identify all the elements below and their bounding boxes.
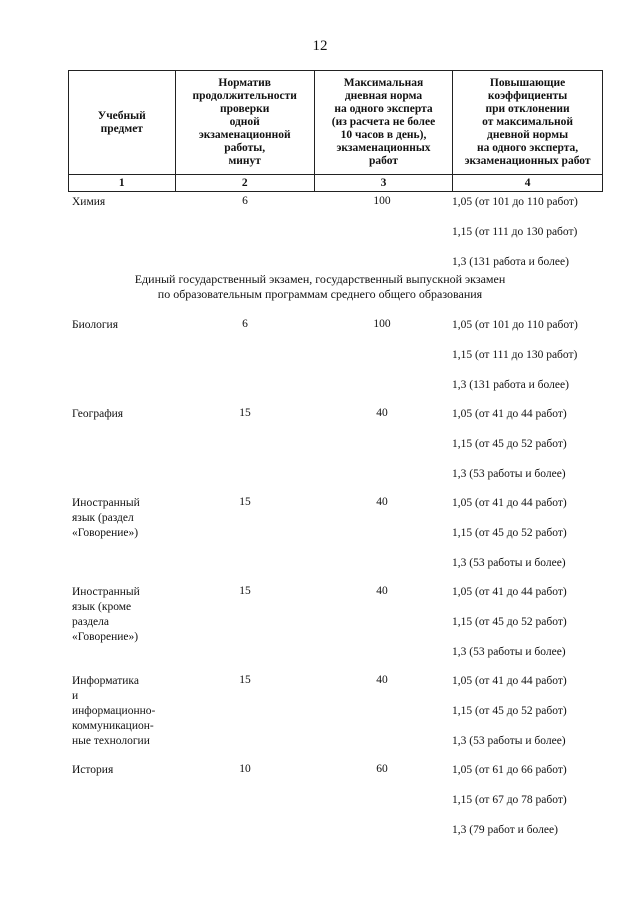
column-number: 3 (314, 175, 452, 192)
section-title (0, 272, 640, 302)
subject-name: Биология (72, 319, 119, 331)
coefficient: 1,3 (53 работы и более) (452, 557, 566, 569)
check-duration: 6 (242, 195, 248, 207)
coefficient: 1,05 (от 41 до 44 работ) (452, 586, 567, 598)
coefficients (452, 763, 612, 853)
coefficient: 1,3 (53 работы и более) (452, 735, 566, 747)
section-title-text: Единый государственный экзамен, государственный выпускной экзамен по образовательным программам среднего общего образования (134, 272, 506, 301)
max-daily-norm: 100 (373, 318, 391, 330)
coefficient: 1,15 (от 45 до 52 работ) (452, 705, 567, 717)
coefficient: 1,05 (от 41 до 44 работ) (452, 408, 567, 420)
header-subject-text: Учебный предмет (97, 109, 146, 135)
column-number: 2 (175, 175, 314, 192)
coefficient: 1,15 (от 67 до 78 работ) (452, 794, 567, 806)
coefficients (452, 585, 612, 675)
coefficient: 1,15 (от 45 до 52 работ) (452, 616, 567, 628)
coefficient: 1,15 (от 111 до 130 работ) (452, 226, 578, 238)
max-daily-norm: 40 (376, 407, 388, 419)
max-daily-norm: 40 (376, 585, 388, 597)
coefficients (452, 318, 612, 408)
coefficient: 1,05 (от 101 до 110 работ) (452, 319, 578, 331)
subject-name: История (72, 764, 114, 776)
header-subject (69, 71, 176, 175)
coefficient: 1,3 (131 работа и более) (452, 379, 569, 391)
coefficient: 1,15 (от 45 до 52 работ) (452, 527, 567, 539)
coefficient: 1,05 (от 101 до 110 работ) (452, 196, 578, 208)
max-daily-norm: 60 (376, 763, 388, 775)
header-check-duration-text: Норматив продолжительности проверки одной экзаменационной работы, минут (192, 77, 297, 167)
header-coefficients-text: Повышающие коэффициенты при отклонении от максимальной дневной нормы на одного эксперта, экзаменационных работ (464, 77, 591, 167)
max-daily-norm: 40 (376, 496, 388, 508)
coefficient: 1,05 (от 41 до 44 работ) (452, 675, 567, 687)
coefficient: 1,3 (53 работы и более) (452, 468, 566, 480)
coefficient: 1,05 (от 41 до 44 работ) (452, 497, 567, 509)
coefficient: 1,3 (79 работ и более) (452, 824, 558, 836)
check-duration: 6 (242, 318, 248, 330)
column-number: 4 (453, 175, 603, 192)
check-duration: 15 (239, 674, 251, 686)
check-duration: 15 (239, 496, 251, 508)
subject-name: Химия (72, 196, 106, 208)
coefficient: 1,3 (131 работа и более) (452, 256, 569, 268)
max-daily-norm: 40 (376, 674, 388, 686)
table-header (68, 70, 603, 192)
subject-name: Иностранный язык (раздел «Говорение») (72, 497, 140, 539)
max-daily-norm: 100 (373, 195, 391, 207)
coefficients (452, 407, 612, 497)
header-max-daily-norm (314, 71, 452, 175)
coefficients (452, 496, 612, 586)
subject-name: Иностранный язык (кроме раздела «Говорение») (72, 586, 140, 643)
coefficient: 1,05 (от 61 до 66 работ) (452, 764, 567, 776)
check-duration: 15 (239, 407, 251, 419)
coefficients (452, 674, 612, 764)
page-number: 12 (312, 38, 328, 54)
coefficient: 1,15 (от 45 до 52 работ) (452, 438, 567, 450)
coefficient: 1,15 (от 111 до 130 работ) (452, 349, 578, 361)
subject-name: География (72, 408, 124, 420)
header-coefficients (453, 71, 603, 175)
subject-name: Информатика и информационно- коммуникацион- ные технологии (72, 675, 156, 747)
check-duration: 10 (239, 763, 251, 775)
check-duration: 15 (239, 585, 251, 597)
header-check-duration (175, 71, 314, 175)
coefficient: 1,3 (53 работы и более) (452, 646, 566, 658)
header-max-daily-norm-text: Максимальная дневная норма на одного эксперта (из расчета не более 10 часов в день), экзаменационных работ (331, 77, 436, 167)
column-number: 1 (69, 175, 176, 192)
